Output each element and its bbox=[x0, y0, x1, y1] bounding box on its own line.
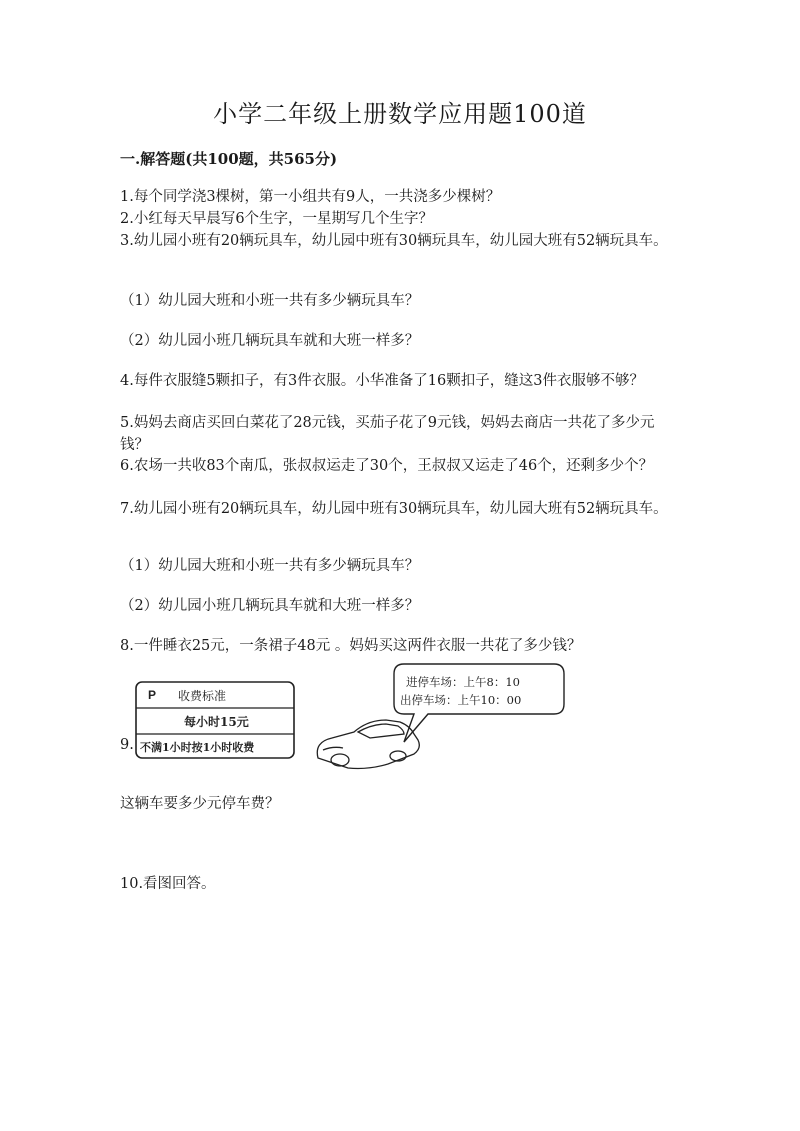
question-3: 3.幼儿园小班有20辆玩具车，幼儿园中班有30辆玩具车，幼儿园大班有52辆玩具车。 bbox=[120, 233, 668, 249]
sign-rate: 每小时15元 bbox=[184, 715, 249, 729]
parking-p-label: P bbox=[148, 688, 157, 702]
question-4: 4.每件衣服缝5颗扣子，有3件衣服。小华准备了16颗扣子，缝这3件衣服够不够？ bbox=[120, 373, 644, 389]
bubble-entry-time: 进停车场：上午8：10 bbox=[406, 675, 520, 689]
question-1: 1.每个同学浇3棵树，第一小组共有9人，一共浇多少棵树？ bbox=[120, 189, 501, 205]
section-title: 一.解答题(共100题，共565分) bbox=[120, 150, 338, 168]
time-bubble bbox=[394, 664, 564, 742]
question-9-text: 这辆车要多少元停车费？ bbox=[120, 796, 280, 812]
parking-sign bbox=[136, 682, 294, 758]
question-2: 2.小红每天早晨写6个生字，一星期写几个生字？ bbox=[120, 211, 434, 227]
bubble-exit-time: 出停车场：上午10：00 bbox=[400, 693, 522, 707]
question-10: 10.看图回答。 bbox=[120, 876, 216, 892]
question-6: 6.农场一共收83个南瓜，张叔叔运走了30个，王叔叔又运走了46个，还剩多少个？ bbox=[120, 458, 654, 474]
question-7-part-2: （2）幼儿园小班几辆玩具车就和大班一样多？ bbox=[120, 598, 420, 614]
question-3-part-2: （2）幼儿园小班几辆玩具车就和大班一样多？ bbox=[120, 333, 420, 349]
question-7-part-1: （1）幼儿园大班和小班一共有多少辆玩具车？ bbox=[120, 558, 420, 574]
question-3-part-1: （1）幼儿园大班和小班一共有多少辆玩具车？ bbox=[120, 293, 420, 309]
question-5: 5.妈妈去商店买回白菜花了28元钱，买茄子花了9元钱，妈妈去商店一共花了多少元钱？ bbox=[120, 415, 655, 453]
page-title: 小学二年级上册数学应用题100道 bbox=[213, 100, 587, 128]
car-illustration bbox=[317, 720, 419, 769]
question-8: 8.一件睡衣25元，一条裙子48元 。妈妈买这两件衣服一共花了多少钱？ bbox=[120, 638, 582, 654]
parking-figure bbox=[118, 660, 578, 780]
question-9-number: 9. bbox=[120, 737, 134, 753]
sign-rule: 不满1小时按1小时收费 bbox=[140, 741, 255, 754]
question-7: 7.幼儿园小班有20辆玩具车，幼儿园中班有30辆玩具车，幼儿园大班有52辆玩具车。 bbox=[120, 501, 668, 517]
sign-header: 收费标准 bbox=[178, 689, 227, 703]
